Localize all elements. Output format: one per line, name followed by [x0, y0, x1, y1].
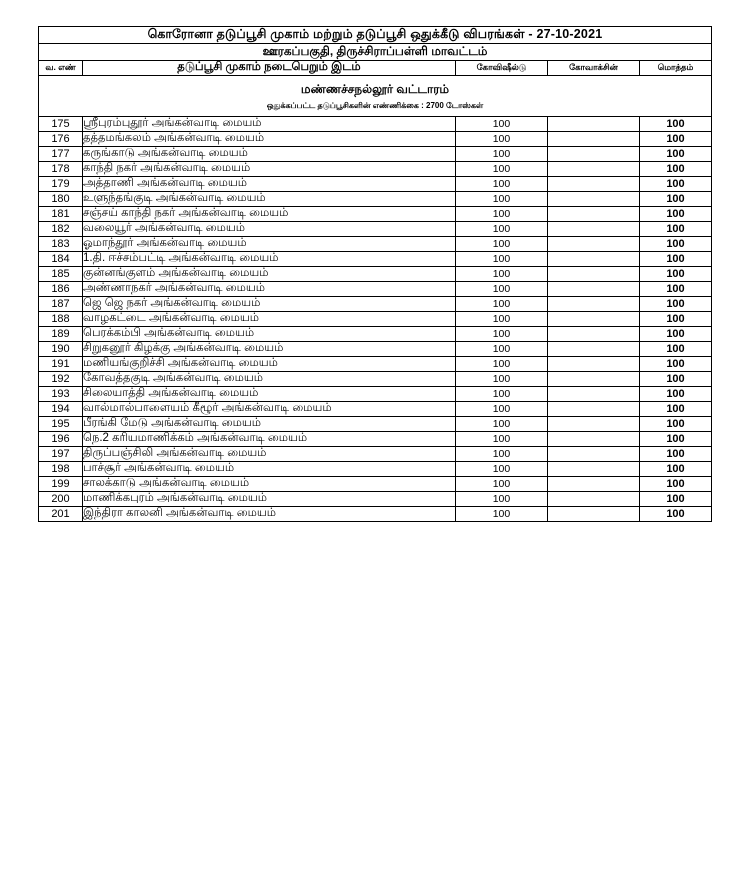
row-covaxin — [547, 492, 639, 507]
row-covishield: 100 — [455, 147, 547, 162]
row-covaxin — [547, 267, 639, 282]
row-total: 100 — [639, 117, 711, 132]
row-covishield: 100 — [455, 162, 547, 177]
row-serial: 199 — [39, 477, 83, 492]
row-covaxin — [547, 477, 639, 492]
row-serial: 196 — [39, 432, 83, 447]
row-covaxin — [547, 312, 639, 327]
row-place: ஓமாந்தூர் அங்கன்வாடி மையம் — [83, 237, 456, 252]
table-row — [39, 342, 712, 357]
row-place: கருங்காடு அங்கன்வாடி மையம் — [83, 147, 456, 162]
row-covaxin — [547, 462, 639, 477]
row-covaxin — [547, 282, 639, 297]
row-serial: 183 — [39, 237, 83, 252]
row-place: ஜெ ஜெ நகர் அங்கன்வாடி மையம் — [83, 297, 456, 312]
row-place: இந்திரா காலனி அங்கன்வாடி மையம் — [83, 507, 456, 522]
row-place: பெரக்கம்பி அங்கன்வாடி மையம் — [83, 327, 456, 342]
row-serial: 200 — [39, 492, 83, 507]
table-row — [39, 372, 712, 387]
row-covishield: 100 — [455, 327, 547, 342]
row-covaxin — [547, 162, 639, 177]
row-covaxin — [547, 372, 639, 387]
row-total: 100 — [639, 492, 711, 507]
row-covishield: 100 — [455, 462, 547, 477]
row-total: 100 — [639, 192, 711, 207]
row-serial: 189 — [39, 327, 83, 342]
row-serial: 192 — [39, 372, 83, 387]
row-place: சாலக்காடு அங்கன்வாடி மையம் — [83, 477, 456, 492]
subtitle-row — [39, 44, 712, 61]
table-row — [39, 207, 712, 222]
row-total: 100 — [639, 147, 711, 162]
table-row — [39, 192, 712, 207]
row-place: தத்தமங்கலம் அங்கன்வாடி மையம் — [83, 132, 456, 147]
table-row — [39, 507, 712, 522]
row-total: 100 — [639, 357, 711, 372]
row-covaxin — [547, 237, 639, 252]
row-place: கோவத்தகுடி அங்கன்வாடி மையம் — [83, 372, 456, 387]
block-allocation-note: ஒதுக்கப்பட்ட தடுப்பூசிகளின் எண்ணிக்கை : 2700 டோஸ்கள் — [266, 101, 484, 110]
table-row — [39, 267, 712, 282]
row-total: 100 — [639, 327, 711, 342]
row-covaxin — [547, 207, 639, 222]
row-covishield: 100 — [455, 312, 547, 327]
row-total: 100 — [639, 387, 711, 402]
row-total: 100 — [639, 132, 711, 147]
row-covishield: 100 — [455, 222, 547, 237]
row-serial: 177 — [39, 147, 83, 162]
header-covishield: கோவிஷீல்டு — [455, 61, 547, 76]
row-serial: 180 — [39, 192, 83, 207]
table-row — [39, 387, 712, 402]
row-place: நெ.2 கரியமாணிக்கம் அங்கன்வாடி மையம் — [83, 432, 456, 447]
row-covishield: 100 — [455, 252, 547, 267]
row-total: 100 — [639, 207, 711, 222]
row-covaxin — [547, 222, 639, 237]
vaccination-camp-table — [38, 26, 712, 522]
row-total: 100 — [639, 417, 711, 432]
row-covishield: 100 — [455, 342, 547, 357]
table-row — [39, 162, 712, 177]
row-serial: 188 — [39, 312, 83, 327]
row-covaxin — [547, 342, 639, 357]
row-covaxin — [547, 447, 639, 462]
row-total: 100 — [639, 237, 711, 252]
table-row — [39, 357, 712, 372]
table-row — [39, 312, 712, 327]
row-total: 100 — [639, 222, 711, 237]
block-name: மண்ணச்சநல்லூர் வட்டாரம் — [300, 82, 450, 96]
row-covaxin — [547, 507, 639, 522]
row-total: 100 — [639, 477, 711, 492]
row-serial: 181 — [39, 207, 83, 222]
data-rows — [39, 117, 712, 522]
row-covaxin — [547, 327, 639, 342]
row-covishield: 100 — [455, 507, 547, 522]
table-row — [39, 417, 712, 432]
row-total: 100 — [639, 252, 711, 267]
row-serial: 176 — [39, 132, 83, 147]
row-place: வலையூர் அங்கன்வாடி மையம் — [83, 222, 456, 237]
row-serial: 195 — [39, 417, 83, 432]
table-row — [39, 477, 712, 492]
row-serial: 197 — [39, 447, 83, 462]
row-serial: 175 — [39, 117, 83, 132]
row-total: 100 — [639, 372, 711, 387]
row-covishield: 100 — [455, 132, 547, 147]
document-subtitle: ஊரகப்பகுதி, திருச்சிராப்பள்ளி மாவட்டம் — [39, 44, 712, 61]
row-covaxin — [547, 432, 639, 447]
row-total: 100 — [639, 507, 711, 522]
table-row — [39, 402, 712, 417]
row-place: பாச்சூர் அங்கன்வாடி மையம் — [83, 462, 456, 477]
row-covishield: 100 — [455, 372, 547, 387]
table-row — [39, 177, 712, 192]
row-place: வாழகட்டை அங்கன்வாடி மையம் — [83, 312, 456, 327]
row-serial: 184 — [39, 252, 83, 267]
row-covishield: 100 — [455, 192, 547, 207]
table-row — [39, 297, 712, 312]
row-total: 100 — [639, 267, 711, 282]
row-covishield: 100 — [455, 237, 547, 252]
row-covishield: 100 — [455, 447, 547, 462]
row-place: மாணிக்கபுரம் அங்கன்வாடி மையம் — [83, 492, 456, 507]
row-covishield: 100 — [455, 267, 547, 282]
row-covaxin — [547, 252, 639, 267]
row-total: 100 — [639, 462, 711, 477]
row-covishield: 100 — [455, 387, 547, 402]
row-serial: 201 — [39, 507, 83, 522]
row-total: 100 — [639, 162, 711, 177]
table-row — [39, 132, 712, 147]
row-place: சஞ்சய் காந்தி நகர் அங்கன்வாடி மையம் — [83, 207, 456, 222]
row-covaxin — [547, 192, 639, 207]
row-serial: 187 — [39, 297, 83, 312]
row-covishield: 100 — [455, 177, 547, 192]
row-total: 100 — [639, 177, 711, 192]
table-row — [39, 282, 712, 297]
row-place: குன்னங்குளம் அங்கன்வாடி மையம் — [83, 267, 456, 282]
row-covishield: 100 — [455, 492, 547, 507]
document-title: கொரோனா தடுப்பூசி முகாம் மற்றும் தடுப்பூசி ஒதுக்கீடு விபரங்கள் - 27-10-2021 — [39, 27, 712, 44]
row-place: திருப்பஞ்சிலி அங்கன்வாடி மையம் — [83, 447, 456, 462]
row-covishield: 100 — [455, 432, 547, 447]
table-row — [39, 432, 712, 447]
row-covaxin — [547, 357, 639, 372]
row-covishield: 100 — [455, 477, 547, 492]
block-header-row — [39, 76, 712, 117]
title-row — [39, 27, 712, 44]
row-total: 100 — [639, 432, 711, 447]
table-row — [39, 492, 712, 507]
row-serial: 198 — [39, 462, 83, 477]
row-covaxin — [547, 402, 639, 417]
table-row — [39, 327, 712, 342]
row-place: ஸ்ரீபுரம்புதூர் அங்கன்வாடி மையம் — [83, 117, 456, 132]
header-covaxin: கோவாக்சின் — [547, 61, 639, 76]
row-serial: 193 — [39, 387, 83, 402]
table-row — [39, 237, 712, 252]
table-row — [39, 462, 712, 477]
row-covaxin — [547, 297, 639, 312]
row-covishield: 100 — [455, 417, 547, 432]
row-covaxin — [547, 117, 639, 132]
row-serial: 179 — [39, 177, 83, 192]
row-place: சிலையாத்தி அங்கன்வாடி மையம் — [83, 387, 456, 402]
row-covishield: 100 — [455, 207, 547, 222]
table-row — [39, 117, 712, 132]
row-total: 100 — [639, 447, 711, 462]
row-total: 100 — [639, 402, 711, 417]
row-total: 100 — [639, 282, 711, 297]
header-total: மொத்தம் — [639, 61, 711, 76]
row-covishield: 100 — [455, 117, 547, 132]
header-place: தடுப்பூசி முகாம் நடைபெறும் இடம் — [83, 61, 456, 76]
row-place: அண்ணாநகர் அங்கன்வாடி மையம் — [83, 282, 456, 297]
column-header-row — [39, 61, 712, 76]
row-covishield: 100 — [455, 297, 547, 312]
row-covaxin — [547, 132, 639, 147]
row-serial: 178 — [39, 162, 83, 177]
row-place: உளுந்தங்குடி அங்கன்வாடி மையம் — [83, 192, 456, 207]
row-covishield: 100 — [455, 402, 547, 417]
table-row — [39, 222, 712, 237]
row-covishield: 100 — [455, 282, 547, 297]
table-row — [39, 447, 712, 462]
row-place: மணியங்குறிச்சி அங்கன்வாடி மையம் — [83, 357, 456, 372]
row-total: 100 — [639, 297, 711, 312]
table-row — [39, 147, 712, 162]
row-place: 1.தி. ஈச்சம்பட்டி அங்கன்வாடி மையம் — [83, 252, 456, 267]
block-header-cell — [39, 76, 712, 117]
row-serial: 182 — [39, 222, 83, 237]
header-serial: வ. எண் — [39, 61, 83, 76]
row-place: வால்மால்பாளையம் கீழூர் அங்கன்வாடி மையம் — [83, 402, 456, 417]
row-total: 100 — [639, 312, 711, 327]
row-covaxin — [547, 177, 639, 192]
row-serial: 186 — [39, 282, 83, 297]
row-covaxin — [547, 417, 639, 432]
row-covaxin — [547, 147, 639, 162]
row-total: 100 — [639, 342, 711, 357]
row-serial: 194 — [39, 402, 83, 417]
row-serial: 185 — [39, 267, 83, 282]
row-serial: 191 — [39, 357, 83, 372]
row-covaxin — [547, 387, 639, 402]
row-serial: 190 — [39, 342, 83, 357]
row-covishield: 100 — [455, 357, 547, 372]
row-place: காந்தி நகர் அங்கன்வாடி மையம் — [83, 162, 456, 177]
row-place: அத்தாணி அங்கன்வாடி மையம் — [83, 177, 456, 192]
row-place: பீரங்கி மேடு அங்கன்வாடி மையம் — [83, 417, 456, 432]
table-row — [39, 252, 712, 267]
table-body — [39, 27, 712, 117]
row-place: சிறுகனூர் கிழக்கு அங்கன்வாடி மையம் — [83, 342, 456, 357]
